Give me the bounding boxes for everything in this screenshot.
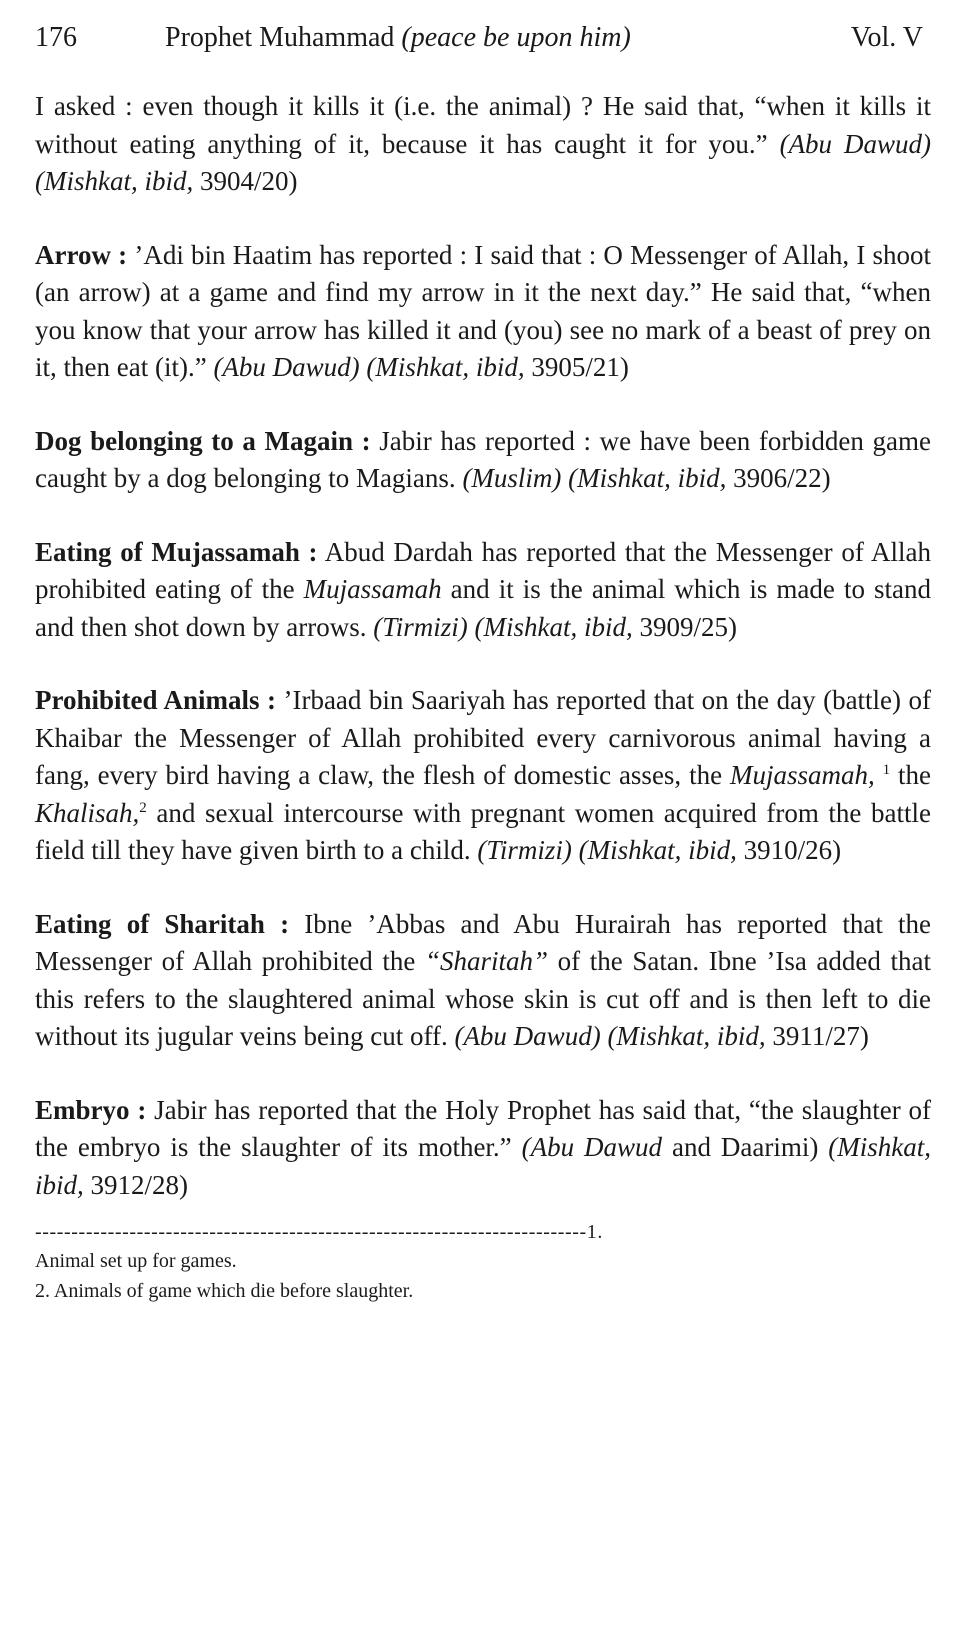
paragraph-text: 3912/28) — [83, 1169, 189, 1200]
italic-text: (Abu Dawud) — [779, 128, 931, 159]
paragraph-heading: Dog belonging to a Magain : — [35, 425, 371, 456]
footnote-marker: 1 — [882, 762, 891, 778]
paragraph-text — [572, 835, 579, 865]
paragraph-text: of the Satan. Ibne ’Isa added that this refers to the slaughtered animal whose skin is cut off and is then left to die without its jugular veins being cut off. — [35, 946, 931, 1051]
italic-text: “Sharitah” — [425, 946, 549, 976]
italic-text: (Mishkat, ibid, — [35, 1132, 932, 1200]
paragraph-heading: Eating of Mujassamah : — [35, 536, 318, 567]
italic-text: (Muslim) — [462, 463, 562, 493]
italic-text: (Tirmizi) — [477, 835, 572, 865]
paragraph-text: and sexual intercourse with pregnant women acquired from the battle field till they have given birth to a child. — [35, 797, 931, 865]
italic-text: (Mishkat, ibid, — [366, 352, 525, 382]
paragraph-text: 3911/27) — [765, 1021, 869, 1051]
paragraph-text: Jabir has reported that the Holy Prophet has said that, “the slaughter of the embryo is the slaughter of its mother.” — [35, 1094, 931, 1162]
italic-text: (Mishkat, ibid, — [474, 611, 633, 642]
paragraph-text: Abud Dardah has reported that the Messenger of Allah prohibited eating of the — [35, 536, 932, 604]
paragraph-text: 3910/26) — [736, 835, 842, 865]
italic-text: (Mishkat, ibid, — [578, 835, 737, 865]
volume-label: Vol. V — [850, 22, 923, 53]
paragraph — [35, 423, 931, 498]
body-text — [35, 88, 931, 1204]
paragraph-text: the — [890, 760, 931, 790]
paragraph-text: 3904/20) — [193, 166, 298, 196]
paragraph-heading: Prohibited Animals : — [35, 685, 276, 715]
running-title — [165, 22, 851, 54]
paragraph-heading: Eating of Sharitah : — [35, 908, 290, 939]
italic-text: Khalisah, — [35, 797, 140, 828]
paragraph — [35, 88, 931, 201]
italic-text: (Abu Dawud — [521, 1132, 663, 1162]
paragraph-text: 3906/22) — [726, 463, 831, 493]
paragraph-text: I asked : even though it kills it (i.e. the animal) ? He said that, “when it kills it without eating anything of it, because it has caught it for you.” — [35, 91, 931, 159]
footnote-separator: ----------------------------------------------------------------------------1. — [35, 1221, 603, 1243]
italic-text: Mujassamah, — [729, 760, 875, 790]
paragraph-text — [875, 760, 883, 790]
paragraph-text: 3905/21) — [524, 352, 629, 382]
italic-text: (Mishkat, ibid, — [568, 463, 727, 493]
paragraph-text: 3909/25) — [632, 611, 737, 642]
footnote-2: 2. Animals of game which die before slaughter. — [35, 1280, 414, 1302]
paragraph — [35, 1092, 931, 1205]
paragraph-text: Jabir has reported : we have been forbidden game caught by a dog belonging to Magians. — [35, 425, 931, 493]
footnote-1: Animal set up for games. — [35, 1250, 237, 1272]
paragraph — [35, 534, 931, 647]
italic-text: (Tirmizi) — [373, 611, 468, 642]
paragraph — [35, 682, 931, 870]
book-title: Prophet Muhammad — [165, 22, 395, 53]
italic-text: Mujassamah — [303, 574, 442, 604]
book-title-honorific: (peace be upon him) — [401, 22, 631, 53]
paragraph-text: and it is the animal which is made to stand and then shot down by arrows. — [35, 574, 931, 642]
paragraph-text: ’Irbaad bin Saariyah has reported that on the day (battle) of Khaibar the Messenger of Allah prohibited every carnivorous animal having a fang, every bird having a claw, the flesh of domestic asses, the — [35, 685, 931, 790]
italic-text: (Abu Dawud) — [454, 1021, 601, 1051]
paragraph-heading: Arrow : — [35, 239, 128, 270]
paragraph-text: and Daarimi) — [662, 1132, 829, 1162]
paragraph-heading: Embryo : — [35, 1094, 147, 1125]
paragraph — [35, 237, 931, 387]
paragraph-text: Ibne ’Abbas and Abu Hurairah has reported that the Messenger of Allah prohibited the — [35, 908, 931, 976]
document-page — [35, 22, 931, 1306]
page-number: 176 — [35, 22, 77, 53]
italic-text: (Mishkat, ibid, — [35, 166, 194, 196]
paragraph — [35, 906, 931, 1056]
paragraph-text: ’Adi bin Haatim has reported : I said that : O Messenger of Allah, I shoot (an arrow) at a game and find my arrow in it the next day.” He said that, “when you know that your arrow has killed it and (you) see no mark of a beast of prey on it, then eat (it).” — [35, 239, 932, 382]
italic-text: (Mishkat, ibid, — [607, 1021, 766, 1051]
page-header — [35, 22, 931, 62]
italic-text: (Abu Dawud) — [213, 352, 360, 382]
footnote-marker: 2 — [139, 799, 147, 816]
